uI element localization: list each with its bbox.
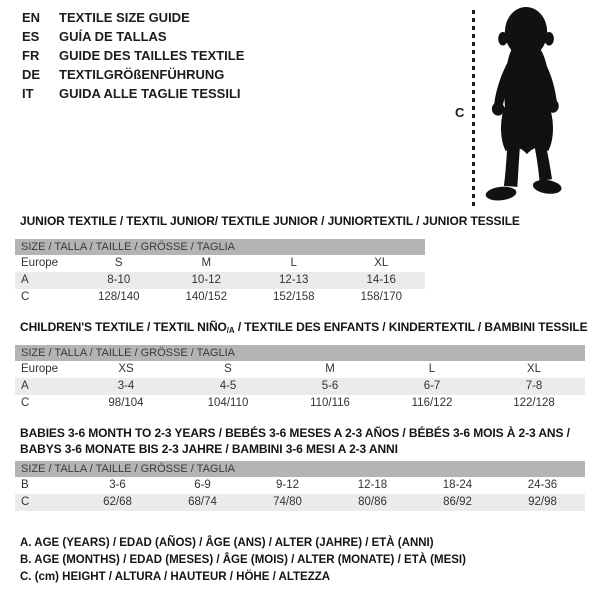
value-cell: 12-18 — [357, 479, 388, 491]
value-cell: 8-10 — [107, 274, 131, 286]
lang-code: DE — [22, 67, 41, 82]
lang-code: IT — [22, 86, 34, 101]
size-cell: S — [114, 257, 123, 269]
value-cell: 5-6 — [321, 380, 339, 392]
lang-row-it — [22, 84, 244, 103]
children-size-table — [15, 345, 585, 412]
value-cell: 6-7 — [423, 380, 441, 392]
lang-row-de — [22, 65, 244, 84]
size-cell: XS — [118, 363, 134, 375]
row-label: C — [21, 291, 30, 303]
value-cell: 14-16 — [366, 274, 396, 286]
value-cell: 18-24 — [442, 479, 473, 491]
size-cell: S — [224, 363, 232, 375]
size-cell: L — [290, 257, 297, 269]
value-cell: 122/128 — [513, 397, 555, 409]
children-age-row — [15, 378, 585, 395]
height-measure-label: C — [455, 105, 465, 120]
babies-age-row — [15, 477, 585, 494]
children-title-pre: CHILDREN'S TEXTILE / TEXTIL NIÑO — [20, 320, 227, 334]
babies-section-title-line1: BABIES 3-6 MONTH TO 2-3 YEARS / BEBÉS 3-6 MESES A 2-3 AÑOS / BÉBÉS 3-6 MOIS À 2-3 ANS / — [20, 426, 570, 440]
lang-label: GUÍA DE TALLAS — [59, 29, 167, 44]
value-cell: 3-6 — [109, 479, 126, 491]
lang-code: FR — [22, 48, 40, 63]
value-cell: 80/86 — [358, 496, 387, 508]
value-cell: 9-12 — [275, 479, 300, 491]
value-cell: 10-12 — [191, 274, 221, 286]
value-cell: 86/92 — [443, 496, 472, 508]
children-europe-row — [15, 361, 585, 378]
size-cell: XL — [526, 363, 542, 375]
row-label: C — [21, 496, 30, 508]
row-label: A — [21, 274, 29, 286]
junior-size-table — [15, 239, 425, 306]
junior-section-title: JUNIOR TEXTILE / TEXTIL JUNIOR/ TEXTILE JUNIOR / JUNIORTEXTIL / JUNIOR TESSILE — [20, 214, 520, 228]
size-cell: M — [201, 257, 212, 269]
lang-row-es — [22, 27, 244, 46]
language-list — [22, 8, 244, 103]
value-cell: 3-4 — [117, 380, 135, 392]
value-cell: 98/104 — [108, 397, 144, 409]
value-cell: 140/152 — [185, 291, 228, 303]
value-cell: 74/80 — [273, 496, 302, 508]
size-cell: L — [428, 363, 436, 375]
junior-height-row — [15, 289, 425, 306]
row-label: Europe — [21, 257, 59, 269]
children-section-title — [20, 320, 588, 335]
children-size-header: SIZE / TALLA / TAILLE / GRÖSSE / TAGLIA — [15, 345, 585, 361]
lang-label: GUIDA ALLE TAGLIE TESSILI — [59, 86, 241, 101]
legend — [20, 535, 466, 586]
lang-row-fr — [22, 46, 244, 65]
value-cell: 68/74 — [188, 496, 217, 508]
value-cell: 158/170 — [360, 291, 403, 303]
legend-line-c: C. (cm) HEIGHT / ALTURA / HAUTEUR / HÖHE / ALTEZZA — [20, 571, 331, 583]
value-cell: 24-36 — [527, 479, 558, 491]
babies-section-title-line2: BABYS 3-6 MONATE BIS 2-3 JAHRE / BAMBINI 3-6 MESI A 2-3 ANNI — [20, 442, 398, 456]
lang-label: TEXTILE SIZE GUIDE — [59, 10, 190, 25]
value-cell: 92/98 — [528, 496, 557, 508]
babies-size-table — [15, 461, 585, 511]
junior-size-header: SIZE / TALLA / TAILLE / GRÖSSE / TAGLIA — [15, 239, 425, 255]
size-cell: M — [325, 363, 335, 375]
legend-line-a: A. AGE (YEARS) / EDAD (AÑOS) / ÂGE (ANS) / ALTER (JAHRE) / ETÀ (ANNI) — [20, 537, 434, 549]
value-cell: 152/158 — [272, 291, 315, 303]
lang-label: TEXTILGRÖßENFÜHRUNG — [59, 67, 225, 82]
babies-height-row — [15, 494, 585, 511]
size-cell: XL — [374, 257, 389, 269]
row-label: B — [21, 479, 29, 491]
children-height-row — [15, 395, 585, 412]
legend-line-b: B. AGE (MONTHS) / EDAD (MESES) / ÂGE (MOIS) / ALTER (MONATE) / ETÀ (MESI) — [20, 554, 466, 566]
row-label: A — [21, 380, 29, 392]
value-cell: 128/140 — [97, 291, 140, 303]
value-cell: 4-5 — [219, 380, 237, 392]
height-measure-line — [472, 10, 475, 206]
lang-row-en — [22, 8, 244, 27]
baby-silhouette-icon — [482, 6, 572, 208]
value-cell: 6-9 — [194, 479, 211, 491]
row-label: C — [21, 397, 30, 409]
children-title-sub: /A — [226, 326, 235, 335]
children-title-post: / TEXTILE DES ENFANTS / KINDERTEXTIL / BAMBINI TESSILE — [234, 320, 588, 334]
row-label: Europe — [21, 363, 59, 375]
value-cell: 12-13 — [279, 274, 309, 286]
lang-code: EN — [22, 10, 41, 25]
lang-label: GUIDE DES TAILLES TEXTILE — [59, 48, 245, 63]
value-cell: 104/110 — [207, 397, 249, 409]
value-cell: 110/116 — [310, 397, 350, 409]
value-cell: 116/122 — [411, 397, 453, 409]
junior-europe-row — [15, 255, 425, 272]
value-cell: 7-8 — [525, 380, 543, 392]
babies-size-header: SIZE / TALLA / TAILLE / GRÖSSE / TAGLIA — [15, 461, 585, 477]
value-cell: 62/68 — [103, 496, 132, 508]
junior-age-row — [15, 272, 425, 289]
lang-code: ES — [22, 29, 40, 44]
